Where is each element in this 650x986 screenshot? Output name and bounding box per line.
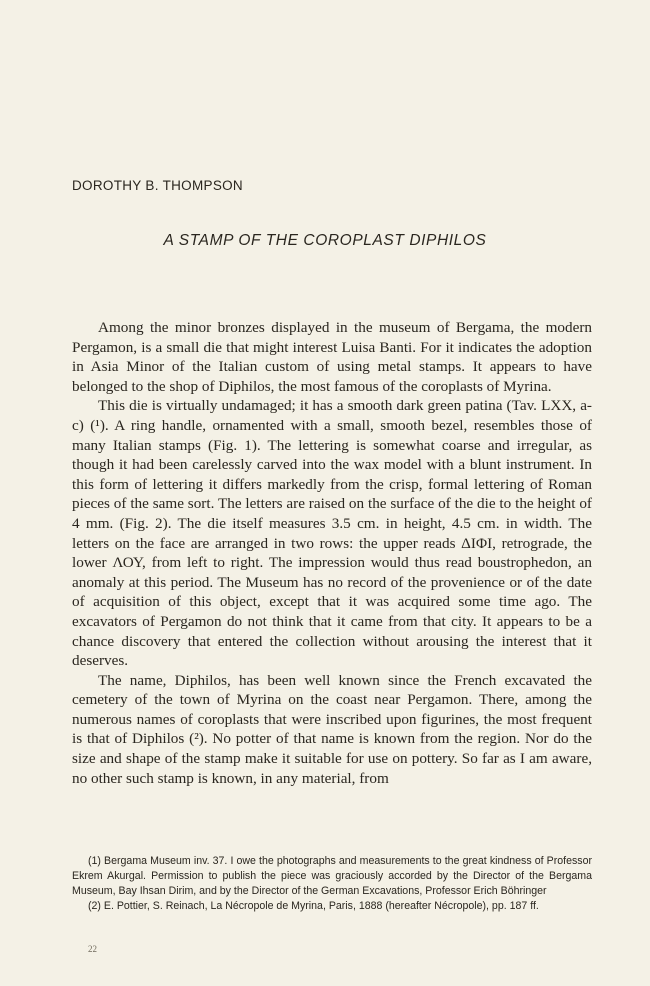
page-number: 22 bbox=[88, 944, 97, 954]
article-title: A STAMP OF THE COROPLAST DIPHILOS bbox=[163, 232, 487, 249]
footnote-1: (1) Bergama Museum inv. 37. I owe the photographs and measurements to the great kindness of Professor Ekrem Akurgal. Permission to publish the piece was graciously accorded by the Director of the Bergama Museum, Bay Ihsan Dirim, and by the Director of the German Excavations, Professor Erich Böhringer bbox=[72, 855, 592, 897]
footnotes bbox=[72, 854, 592, 914]
paragraph-1: Among the minor bronzes displayed in the museum of Bergama, the modern Pergamon, is a small die that might interest Luisa Banti. For it indicates the adoption in Asia Minor of the Italian custom of using metal stamps. It appears to have belonged to the shop of Diphilos, the most famous of the coroplasts of Myrina. bbox=[72, 319, 592, 395]
footnote-2: (2) E. Pottier, S. Reinach, La Nécropole de Myrina, Paris, 1888 (hereafter Nécropole), pp. 187 ff. bbox=[88, 900, 539, 912]
author-name: DOROTHY B. THOMPSON bbox=[72, 178, 243, 193]
article-body bbox=[72, 318, 592, 788]
paragraph-2: This die is virtually undamaged; it has a smooth dark green patina (Tav. LXX, a-c) (¹). A ring handle, ornamented with a small, smooth bezel, resembles those of many Italian stamps (Fig. 1). The lettering is somewhat coarse and irregular, as though it had been carelessly carved into the wax model with a blunt instrument. In this form of lettering it differs markedly from the crisp, formal lettering of Roman pieces of the same sort. The letters are raised on the surface of the die to the height of 4 mm. (Fig. 2). The die itself measures 3.5 cm. in height, 4.5 cm. in width. The letters on the face are arranged in two rows: the upper reads ΔΙΦΙ, retrograde, the lower ΛΟΥ, from left to right. The impression would thus read boustrophedon, an anomaly at this period. The Museum has no record of the provenience or of the date of acquisition of this object, except that it was acquired some time ago. The excavators of Pergamon do not think that it came from that city. It appears to be a chance discovery that entered the collection without arousing the interest that it deserves. bbox=[72, 397, 592, 670]
paragraph-3: The name, Diphilos, has been well known since the French excavated the cemetery of the town of Myrina on the coast near Pergamon. There, among the numerous names of coroplasts that were inscribed upon figurines, the most frequent is that of Diphilos (²). No potter of that name is known from the region. Nor do the size and shape of the stamp make it suitable for use on pottery. So far as I am aware, no other such stamp is known, in any material, from bbox=[72, 671, 592, 787]
